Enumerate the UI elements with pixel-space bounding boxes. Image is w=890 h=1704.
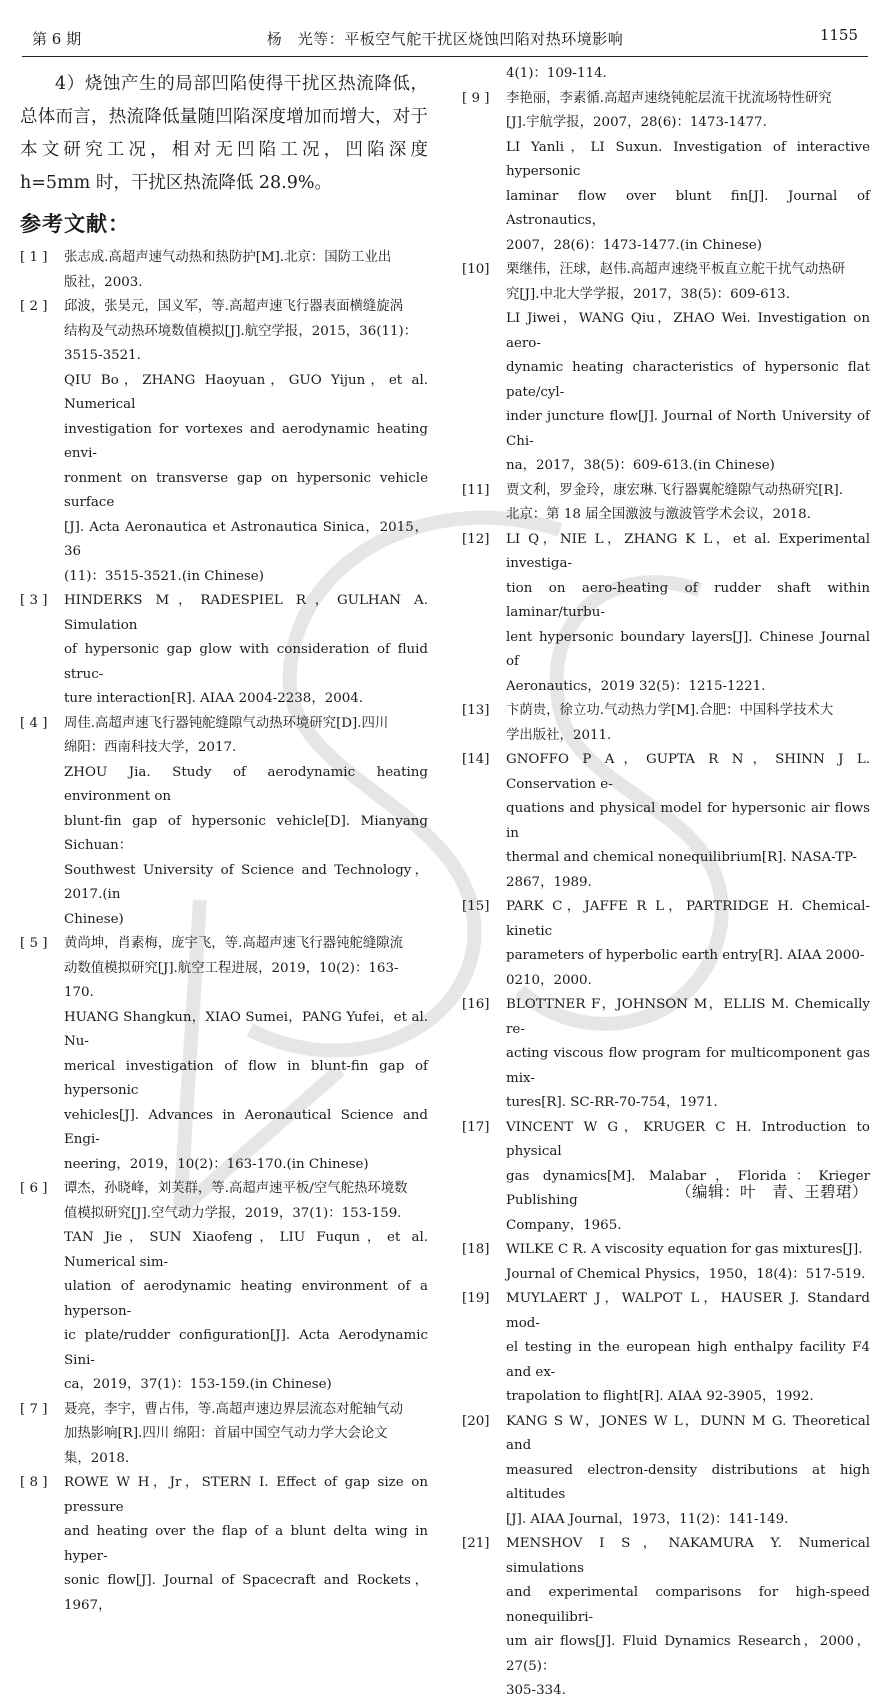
reference-item xyxy=(462,993,870,1116)
reference-line: parameters of hyperbolic earth entry[R]. AIAA 2000- xyxy=(506,948,865,963)
reference-number: [12] xyxy=(462,531,490,547)
reference-number: [18] xyxy=(462,1242,490,1257)
reference-line: QIU Bo，ZHANG Haoyuan，GUO Yijun，et al. Numerical xyxy=(64,372,428,412)
reference-line: ca，2019，37(1)：153-159.(in Chinese) xyxy=(64,1377,332,1392)
reference-line: ronment on transverse gap on hypersonic vehicle surface xyxy=(64,470,428,510)
reference-line: 邱波，张昊元，国义军，等.高超声速飞行器表面横缝旋涡 xyxy=(64,299,404,314)
editor-credit: （编辑：叶 青、王碧珺） xyxy=(675,1183,868,1201)
reference-line: sonic flow[J]. Journal of Spacecraft and Rockets，1967， xyxy=(64,1573,428,1613)
reference-line: 3515-3521. xyxy=(64,348,141,363)
reference-item xyxy=(462,87,870,259)
left-reference-list xyxy=(20,246,428,1618)
reference-number: [ 6 ] xyxy=(20,1181,48,1196)
reference-item xyxy=(462,258,870,479)
reference-line: 结构及气动热环境数值模拟[J].航空学报，2015，36(11)： xyxy=(64,323,418,339)
reference-number: [ 8 ] xyxy=(20,1475,48,1490)
reference-continuation: 4(1)：109-114. xyxy=(506,66,607,81)
reference-line: 加热影响[R].四川 绵阳：首届中国空气动力学大会论文 xyxy=(64,1426,388,1441)
reference-item xyxy=(462,748,870,895)
reference-line: 2007，28(6)：1473-1477.(in Chinese) xyxy=(506,237,762,253)
running-title: 杨 光等：平板空气舵干扰区烧蚀凹陷对热环境影响 xyxy=(266,30,624,48)
reference-line: LI Jiwei，WANG Qiu，ZHAO Wei. Investigation on aero- xyxy=(506,311,870,351)
reference-line: lent hypersonic boundary layers[J]. Chinese Journal of xyxy=(506,629,870,669)
reference-item xyxy=(462,1287,870,1410)
reference-line: investigation for vortexes and aerodynamic heating envi- xyxy=(64,421,428,461)
left-column xyxy=(20,62,428,1618)
reference-number: [20] xyxy=(462,1413,490,1429)
reference-line: BLOTTNER F，JOHNSON M，ELLIS M. Chemically re- xyxy=(506,997,870,1037)
reference-line: 究[J].中北大学学报，2017，38(5)：609-613. xyxy=(506,286,790,302)
reference-item xyxy=(462,528,870,700)
reference-line: PARK C，JAFFE R L，PARTRIDGE H. Chemical-kinetic xyxy=(506,899,870,939)
reference-line: inder juncture flow[J]. Journal of North University of Chi- xyxy=(506,409,870,449)
reference-line: 黄尚坤，肖素梅，庞宇飞，等.高超声速飞行器钝舵缝隙流 xyxy=(64,936,404,951)
reference-line: el testing in the european high enthalpy facility F4 and ex- xyxy=(506,1340,870,1380)
reference-line: 值模拟研究[J].空气动力学报，2019，37(1)：153-159. xyxy=(64,1205,402,1221)
reference-line: 聂亮，李宇，曹占伟，等.高超声速边界层流态对舵轴气动 xyxy=(64,1401,404,1417)
reference-line: ROWE W H，Jr，STERN I. Effect of gap size on pressure xyxy=(64,1475,428,1515)
reference-line: Aeronautics，2019 32(5)：1215-1221. xyxy=(506,678,766,694)
reference-line: HUANG Shangkun，XIAO Sumei，PANG Yufei，et al. Nu- xyxy=(64,1009,428,1049)
reference-number: [11] xyxy=(462,482,490,498)
reference-line: [J].宇航学报，2007，28(6)：1473-1477. xyxy=(506,115,767,130)
reference-line: MENSHOV I S，NAKAMURA Y. Numerical simulations xyxy=(506,1536,870,1576)
reference-line: 动数值模拟研究[J].航空工程进展，2019，10(2)：163- xyxy=(64,960,399,976)
reference-line: TAN Jie，SUN Xiaofeng，LIU Fuqun，et al. Numerical sim- xyxy=(64,1230,428,1270)
reference-line: gas dynamics[M]. Malabar，Florida：Krieger Publishing xyxy=(506,1168,870,1208)
reference-number: [ 3 ] xyxy=(20,593,48,608)
reference-line: quations and physical model for hypersonic air flows in xyxy=(506,801,870,841)
reference-number: [ 1 ] xyxy=(20,250,48,265)
reference-line: 绵阳：西南科技大学，2017. xyxy=(64,740,237,755)
reference-line: 栗继伟，汪球，赵伟.高超声速绕平板直立舵干扰气动热研 xyxy=(506,262,846,277)
reference-line: of hypersonic gap glow with consideration of fluid struc- xyxy=(64,642,428,682)
reference-item xyxy=(462,1532,870,1704)
reference-line: Southwest University of Science and Technology，2017.(in xyxy=(64,862,428,902)
reference-line: 李艳丽，李素循.高超声速绕钝舵层流干扰流场特性研究 xyxy=(506,90,832,106)
reference-item xyxy=(462,1116,870,1239)
reference-number: [ 2 ] xyxy=(20,299,48,314)
reference-line: tion on aero-heating of rudder shaft within laminar/turbu- xyxy=(506,580,870,620)
reference-item xyxy=(20,712,428,933)
reference-line: 学出版社，2011. xyxy=(506,727,612,743)
reference-item xyxy=(462,1238,870,1287)
reference-line: ture interaction[R]. AIAA 2004-2238，2004. xyxy=(64,691,364,706)
reference-line: 谭杰，孙晓峰，刘芙群，等.高超声速平板/空气舵热环境数 xyxy=(64,1181,408,1196)
conclusion-paragraph: 4）烧蚀产生的局部凹陷使得干扰区热流降低，总体而言，热流降低量随凹陷深度增加而增大，对于本文研究工况，相对无凹陷工况，凹陷深度 h=5mm 时，干扰区热流降低 28.9%。 xyxy=(20,74,428,193)
reference-line: LI Yanli，LI Suxun. Investigation of interactive hypersonic xyxy=(506,139,870,179)
reference-item xyxy=(20,295,428,589)
reference-line: 集，2018. xyxy=(64,1450,130,1466)
reference-line: HINDERKS M，RADESPIEL R，GULHAN A. Simulation xyxy=(64,593,428,633)
reference-line: 170. xyxy=(64,985,94,1000)
reference-line: na，2017，38(5)：609-613.(in Chinese) xyxy=(506,458,775,473)
reference-item xyxy=(20,1398,428,1472)
reference-line: 卞荫贵，徐立功.气动热力学[M].合肥：中国科学技术大 xyxy=(506,703,834,718)
reference-line: tures[R]. SC-RR-70-754，1971. xyxy=(506,1095,718,1110)
reference-line: ulation of aerodynamic heating environment of a hyperson- xyxy=(64,1279,428,1319)
reference-line: VINCENT W G，KRUGER C H. Introduction to physical xyxy=(506,1119,870,1159)
reference-line: 2867，1989. xyxy=(506,874,592,890)
reference-number: [ 4 ] xyxy=(20,715,48,731)
reference-line: merical investigation of flow in blunt-fin gap of hypersonic xyxy=(64,1058,428,1098)
reference-line: 北京：第 18 届全国激波与激波管学术会议，2018. xyxy=(506,507,811,522)
reference-line: ic plate/rudder configuration[J]. Acta Aerodynamic Sini- xyxy=(64,1328,428,1368)
right-reference-list xyxy=(462,87,870,1704)
reference-line: dynamic heating characteristics of hypersonic flat pate/cyl- xyxy=(506,360,870,400)
reference-line: [J]. Acta Aeronautica et Astronautica Sinica，2015，36 xyxy=(64,519,428,559)
header-rule xyxy=(22,56,868,57)
reference-line: vehicles[J]. Advances in Aeronautical Science and Engi- xyxy=(64,1107,428,1147)
reference-number: [ 7 ] xyxy=(20,1401,48,1417)
reference-item xyxy=(20,1471,428,1618)
reference-number: [ 9 ] xyxy=(462,90,490,106)
reference-line: (11)：3515-3521.(in Chinese) xyxy=(64,568,264,584)
reference-item xyxy=(20,589,428,712)
reference-number: [13] xyxy=(462,703,490,718)
reference-line: neering，2019，10(2)：163-170.(in Chinese) xyxy=(64,1156,369,1172)
reference-line: 周佳.高超声速飞行器钝舵缝隙气动热环境研究[D].四川 xyxy=(64,715,389,731)
reference-line: 0210，2000. xyxy=(506,972,592,988)
page-number: 1155 xyxy=(819,26,858,44)
reference-line: thermal and chemical nonequilibrium[R]. NASA-TP- xyxy=(506,850,857,865)
reference-line: um air flows[J]. Fluid Dynamics Research，2000，27(5)： xyxy=(506,1634,870,1674)
issue-label: 第 6 期 xyxy=(32,30,82,48)
reference-number: [17] xyxy=(462,1119,490,1135)
reference-line: LI Q，NIE L，ZHANG K L，et al. Experimental investiga- xyxy=(506,531,870,571)
reference-line: 贾文利，罗金玲，康宏琳.飞行器翼舵缝隙气动热研究[R]. xyxy=(506,482,844,498)
reference-line: blunt-fin gap of hypersonic vehicle[D]. Mianyang Sichuan： xyxy=(64,813,428,853)
reference-line: laminar flow over blunt fin[J]. Journal of Astronautics， xyxy=(506,188,870,228)
reference-line: GNOFFO P A，GUPTA R N，SHINN J L. Conservation e- xyxy=(506,752,870,792)
reference-line: 版社，2003. xyxy=(64,274,143,290)
page-header xyxy=(0,0,890,60)
reference-number: [19] xyxy=(462,1291,490,1306)
right-column xyxy=(462,62,870,1704)
reference-line: Journal of Chemical Physics，1950，18(4)：517-519. xyxy=(506,1266,866,1282)
reference-line: [J]. AIAA Journal，1973，11(2)：141-149. xyxy=(506,1511,789,1527)
reference-item xyxy=(462,479,870,528)
reference-item xyxy=(462,895,870,993)
reference-number: [16] xyxy=(462,997,490,1012)
reference-item xyxy=(20,1177,428,1398)
reference-line: 305-334. xyxy=(506,1683,566,1698)
reference-line: trapolation to flight[R]. AIAA 92-3905，1992. xyxy=(506,1389,814,1404)
reference-number: [14] xyxy=(462,752,490,767)
reference-number: [ 5 ] xyxy=(20,936,48,951)
reference-line: KANG S W，JONES W L，DUNN M G. Theoretical and xyxy=(506,1413,870,1453)
reference-item xyxy=(462,1410,870,1533)
reference-number: [10] xyxy=(462,262,490,277)
reference-line: Company，1965. xyxy=(506,1217,622,1233)
reference-number: [15] xyxy=(462,899,490,914)
reference-line: ZHOU Jia. Study of aerodynamic heating environment on xyxy=(64,764,428,804)
references-heading: 参考文献： xyxy=(20,212,130,236)
reference-item xyxy=(20,246,428,295)
reference-line: Chinese) xyxy=(64,911,124,927)
reference-number: [21] xyxy=(462,1536,490,1551)
reference-item xyxy=(462,699,870,748)
reference-line: acting viscous flow program for multicomponent gas mix- xyxy=(506,1046,870,1086)
reference-line: and heating over the flap of a blunt delta wing in hyper- xyxy=(64,1524,428,1564)
reference-line: 张志成.高超声速气动热和热防护[M].北京：国防工业出 xyxy=(64,250,392,265)
reference-line: WILKE C R. A viscosity equation for gas mixtures[J]. xyxy=(506,1242,863,1257)
reference-line: measured electron-density distributions at high altitudes xyxy=(506,1462,870,1502)
reference-line: MUYLAERT J，WALPOT L，HAUSER J. Standard mod- xyxy=(506,1291,870,1331)
reference-item xyxy=(20,932,428,1177)
reference-line: and experimental comparisons for high-speed nonequilibri- xyxy=(506,1585,870,1625)
